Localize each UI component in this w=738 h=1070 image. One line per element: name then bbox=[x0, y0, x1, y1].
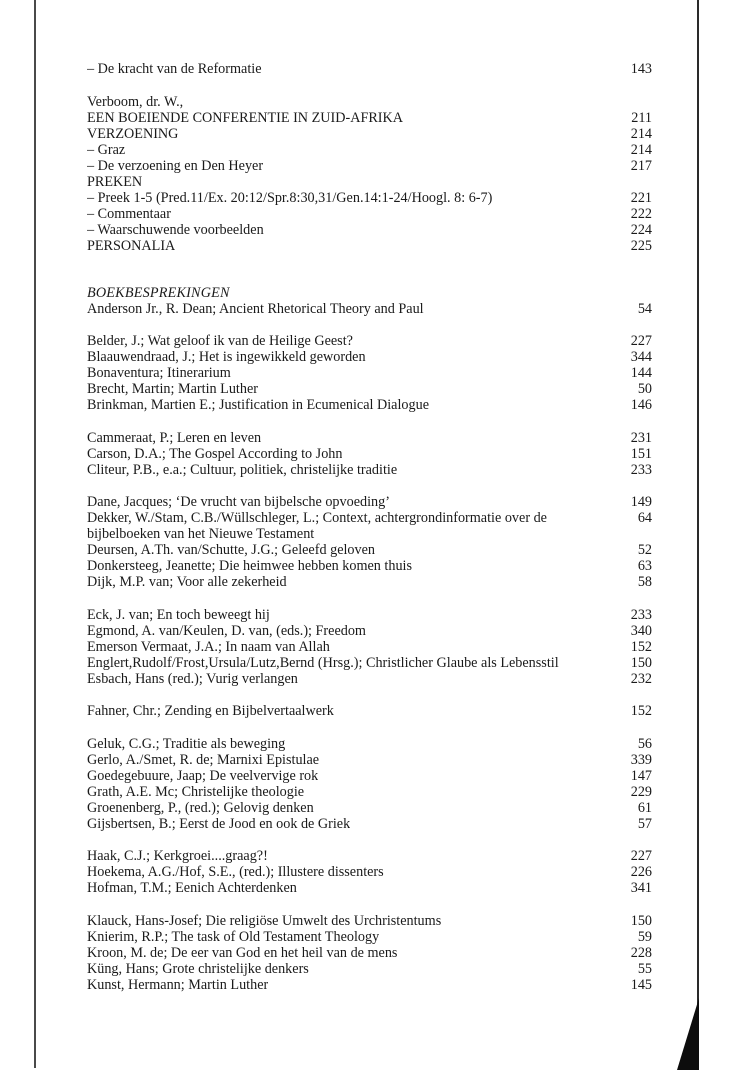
index-entry bbox=[87, 542, 652, 558]
page-number: 149 bbox=[630, 494, 652, 510]
page-edge-right bbox=[697, 0, 699, 1068]
index-entry bbox=[87, 510, 652, 542]
page-number: 55 bbox=[637, 960, 652, 977]
index-group bbox=[87, 736, 652, 832]
page-number: 217 bbox=[630, 157, 652, 174]
index-entry bbox=[87, 222, 652, 238]
entry-text: EEN BOEIENDE CONFERENTIE IN ZUID-AFRIKA bbox=[87, 109, 404, 126]
index-entry bbox=[87, 238, 652, 254]
index-entry bbox=[87, 913, 652, 929]
index-entry bbox=[87, 736, 652, 752]
entry-text: Anderson Jr., R. Dean; Ancient Rhetorical Theory and Paul bbox=[87, 300, 424, 317]
entry-text: Fahner, Chr.; Zending en Bijbelvertaalwerk bbox=[87, 703, 334, 719]
page-number: 59 bbox=[637, 928, 652, 945]
index-group bbox=[87, 607, 652, 687]
entry-text: – Commentaar bbox=[87, 205, 171, 222]
page-number: 211 bbox=[631, 109, 652, 126]
index-entry bbox=[87, 977, 652, 993]
page-number: 224 bbox=[630, 221, 652, 238]
index-entry bbox=[87, 816, 652, 832]
index-entry bbox=[87, 446, 652, 462]
page-number: 225 bbox=[630, 237, 652, 254]
entry-text: Dekker, W./Stam, C.B./Wüllschleger, L.; Context, achtergrondinformatie over de bijbelboeken van het Nieuwe Testament bbox=[87, 510, 547, 542]
index-entry bbox=[87, 301, 652, 317]
page-number: 150 bbox=[630, 912, 652, 929]
page-number: 58 bbox=[637, 574, 652, 590]
entry-text: Donkersteeg, Jeanette; Die heimwee hebben komen thuis bbox=[87, 558, 413, 574]
entry-text: Kunst, Hermann; Martin Luther bbox=[87, 976, 269, 993]
page-number: 214 bbox=[630, 141, 652, 158]
page-number: 340 bbox=[630, 622, 652, 639]
index-entry bbox=[87, 752, 652, 768]
index-entry bbox=[87, 94, 652, 110]
page-number: 222 bbox=[630, 205, 652, 222]
index-entry bbox=[87, 671, 652, 687]
entry-text: Brecht, Martin; Martin Luther bbox=[87, 381, 258, 397]
page-number: 52 bbox=[637, 542, 652, 558]
index-entry bbox=[87, 558, 652, 574]
index-entry bbox=[87, 880, 652, 896]
page-number: 57 bbox=[637, 815, 652, 832]
entry-text: Carson, D.A.; The Gospel According to John bbox=[87, 445, 343, 462]
entry-text: – De verzoening en Den Heyer bbox=[87, 157, 264, 174]
page-number: 54 bbox=[637, 300, 652, 317]
page-number: 232 bbox=[630, 670, 652, 687]
section-heading-text: BOEKBESPREKINGEN bbox=[87, 284, 230, 301]
index-entry bbox=[87, 639, 652, 655]
page-number: 56 bbox=[637, 735, 652, 752]
page-number: 151 bbox=[630, 445, 652, 462]
entry-text: Brinkman, Martien E.; Justification in Ecumenical Dialogue bbox=[87, 397, 429, 413]
entry-text: Hoekema, A.G./Hof, S.E., (red.); Illustere dissenters bbox=[87, 864, 384, 880]
entry-text: Klauck, Hans-Josef; Die religiöse Umwelt des Urchristentums bbox=[87, 912, 442, 929]
page-number: 227 bbox=[630, 848, 652, 864]
entry-text: Knierim, R.P.; The task of Old Testament Theology bbox=[87, 928, 380, 945]
index-group bbox=[87, 848, 652, 896]
index-entry bbox=[87, 206, 652, 222]
page-number: 339 bbox=[630, 751, 652, 768]
page-number: 50 bbox=[637, 381, 652, 397]
index-entry bbox=[87, 190, 652, 206]
index-group bbox=[87, 494, 652, 590]
page-number: 63 bbox=[637, 558, 652, 574]
index-entry bbox=[87, 174, 652, 190]
index-group bbox=[87, 61, 652, 77]
entry-text: Gijsbertsen, B.; Eerst de Jood en ook de Griek bbox=[87, 815, 351, 832]
entry-text: Deursen, A.Th. van/Schutte, J.G.; Geleefd geloven bbox=[87, 542, 376, 558]
entry-text: Englert,Rudolf/Frost,Ursula/Lutz,Bernd (Hrsg.); Christlicher Glaube als Lebensstil bbox=[87, 654, 559, 671]
page-number: 61 bbox=[637, 799, 652, 816]
index-entry bbox=[87, 800, 652, 816]
entry-text: Hofman, T.M.; Eenich Achterdenken bbox=[87, 880, 297, 896]
index-group bbox=[87, 913, 652, 993]
entry-text: – Preek 1-5 (Pred.11/Ex. 20:12/Spr.8:30,31/Gen.14:1-24/Hoogl. 8: 6-7) bbox=[87, 189, 493, 206]
entry-text: Geluk, C.G.; Traditie als beweging bbox=[87, 735, 286, 752]
index-entry bbox=[87, 462, 652, 478]
page-number: 226 bbox=[630, 864, 652, 880]
entry-text: – Graz bbox=[87, 141, 126, 158]
entry-text: Verboom, dr. W., bbox=[87, 93, 184, 110]
index-group bbox=[87, 703, 652, 719]
page-edge-left bbox=[34, 0, 36, 1068]
entry-text: Esbach, Hans (red.); Vurig verlangen bbox=[87, 670, 298, 687]
index-entry bbox=[87, 430, 652, 446]
index-entry bbox=[87, 349, 652, 365]
page-number: 147 bbox=[630, 767, 652, 784]
page-number: 214 bbox=[630, 125, 652, 142]
index-entry bbox=[87, 945, 652, 961]
entry-text: Cammeraat, P.; Leren en leven bbox=[87, 429, 262, 446]
index-entry bbox=[87, 381, 652, 397]
entry-text: Groenenberg, P., (red.); Gelovig denken bbox=[87, 799, 314, 816]
index-entry bbox=[87, 126, 652, 142]
entry-text: Cliteur, P.B., e.a.; Cultuur, politiek, christelijke traditie bbox=[87, 461, 398, 478]
page-number: 229 bbox=[630, 783, 652, 800]
page-number: 227 bbox=[630, 333, 652, 349]
entry-text: Gerlo, A./Smet, R. de; Marnixi Epistulae bbox=[87, 751, 320, 768]
entry-text: Egmond, A. van/Keulen, D. van, (eds.); Freedom bbox=[87, 622, 366, 639]
entry-text: Emerson Vermaat, J.A.; In naam van Allah bbox=[87, 638, 330, 655]
index-entry bbox=[87, 864, 652, 880]
page-number: 344 bbox=[630, 349, 652, 365]
index-entry bbox=[87, 607, 652, 623]
page-number: 341 bbox=[630, 880, 652, 896]
index-group bbox=[87, 333, 652, 413]
index-entry bbox=[87, 110, 652, 126]
index-group bbox=[87, 430, 652, 478]
page-edge-shadow bbox=[677, 998, 699, 1070]
index-entry bbox=[87, 397, 652, 413]
page-number: 143 bbox=[630, 61, 652, 77]
index-entry bbox=[87, 142, 652, 158]
entry-text: – Waarschuwende voorbeelden bbox=[87, 221, 264, 238]
entry-text: Blaauwendraad, J.; Het is ingewikkeld geworden bbox=[87, 349, 366, 365]
index-entry bbox=[87, 768, 652, 784]
page-number: 231 bbox=[630, 429, 652, 446]
page-number: 233 bbox=[630, 461, 652, 478]
index-entry bbox=[87, 623, 652, 639]
entry-text: Grath, A.E. Mc; Christelijke theologie bbox=[87, 783, 305, 800]
entry-text: Bonaventura; Itinerarium bbox=[87, 365, 231, 381]
index-entry bbox=[87, 61, 652, 77]
index-entry bbox=[87, 574, 652, 590]
page-number: 152 bbox=[630, 703, 652, 719]
page-number: 228 bbox=[630, 944, 652, 961]
index-entry bbox=[87, 333, 652, 349]
entry-text: VERZOENING bbox=[87, 125, 179, 142]
index-entry bbox=[87, 929, 652, 945]
entry-text: Haak, C.J.; Kerkgroei....graag?! bbox=[87, 848, 268, 864]
index-entry bbox=[87, 655, 652, 671]
page-number: 64 bbox=[637, 510, 652, 526]
entry-text: Eck, J. van; En toch beweegt hij bbox=[87, 606, 270, 623]
page-number: 144 bbox=[630, 365, 652, 381]
page-number: 152 bbox=[630, 638, 652, 655]
page-number: 150 bbox=[630, 654, 652, 671]
entry-text: PERSONALIA bbox=[87, 237, 176, 254]
index-entry bbox=[87, 961, 652, 977]
entry-text: Kroon, M. de; De eer van God en het heil van de mens bbox=[87, 944, 398, 961]
index-entry bbox=[87, 158, 652, 174]
index-entry bbox=[87, 365, 652, 381]
index-entry bbox=[87, 703, 652, 719]
index-list bbox=[87, 61, 652, 1009]
index-entry bbox=[87, 848, 652, 864]
entry-text: Goedegebuure, Jaap; De veelvervige rok bbox=[87, 767, 319, 784]
entry-text: Dijk, M.P. van; Voor alle zekerheid bbox=[87, 574, 287, 590]
entry-text: – De kracht van de Reformatie bbox=[87, 61, 262, 77]
entry-text: Belder, J.; Wat geloof ik van de Heilige Geest? bbox=[87, 333, 353, 349]
index-group bbox=[87, 94, 652, 254]
page-number: 145 bbox=[630, 976, 652, 993]
page-number: 233 bbox=[630, 606, 652, 623]
index-entry bbox=[87, 784, 652, 800]
entry-text: Dane, Jacques; ‘De vrucht van bijbelsche opvoeding’ bbox=[87, 494, 390, 510]
entry-text: Küng, Hans; Grote christelijke denkers bbox=[87, 960, 309, 977]
entry-text: PREKEN bbox=[87, 173, 143, 190]
page-number: 221 bbox=[630, 189, 652, 206]
page-number: 146 bbox=[630, 397, 652, 413]
index-entry bbox=[87, 494, 652, 510]
index-group bbox=[87, 285, 652, 317]
section-heading bbox=[87, 285, 652, 301]
